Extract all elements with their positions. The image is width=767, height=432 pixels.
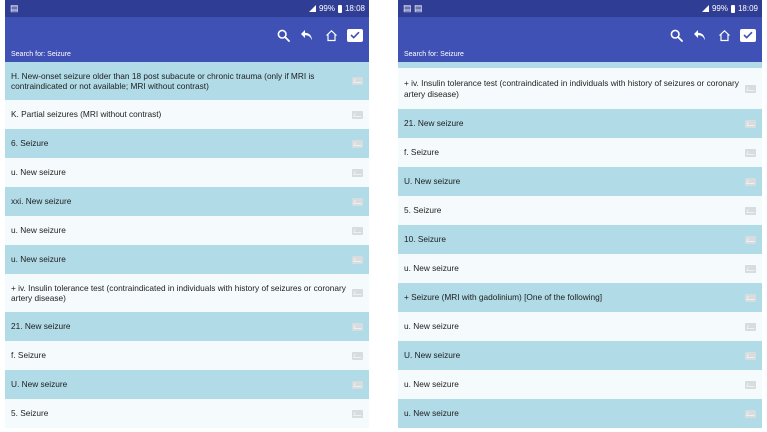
list-item-label: U. New seizure — [11, 379, 68, 390]
list-item[interactable] — [5, 62, 369, 100]
list-item[interactable] — [398, 370, 762, 399]
list-item[interactable] — [5, 341, 369, 370]
home-icon — [325, 29, 338, 42]
list-item-label: 6. Seizure — [11, 138, 49, 149]
list-item[interactable] — [398, 109, 762, 138]
back-icon — [300, 29, 314, 42]
row-action-icon[interactable] — [352, 381, 363, 389]
battery-percent: 99% — [711, 4, 728, 13]
list-item-label: + iv. Insulin tolerance test (contraindicated in individuals with history of seizures or coronary artery disease) — [11, 282, 346, 303]
list-item[interactable] — [5, 274, 369, 312]
search-query-label: Search for: Seizure — [404, 51, 464, 58]
list-item[interactable] — [5, 370, 369, 399]
results-list — [5, 62, 369, 428]
home-button[interactable] — [323, 27, 339, 43]
notification-icon: ▤ — [10, 3, 19, 13]
status-bar — [398, 0, 762, 17]
list-item-label: u. New seizure — [404, 263, 459, 274]
signal-icon — [309, 5, 316, 12]
signal-icon — [702, 5, 709, 12]
list-item[interactable] — [398, 68, 762, 109]
list-item-label: + iv. Insulin tolerance test (contraindicated in individuals with history of seizures or coronary artery disease) — [404, 78, 739, 99]
toolbar — [5, 17, 369, 62]
back-icon — [693, 29, 707, 42]
list-item-label: H. New-onset seizure older than 18 post subacute or chronic trauma (only if MRI is contraindicated or not available; MRI without contrast) — [11, 70, 315, 91]
list-item[interactable] — [5, 187, 369, 216]
list-item-label: u. New seizure — [404, 321, 459, 332]
toolbar-actions — [275, 27, 363, 43]
list-item[interactable] — [398, 138, 762, 167]
list-item[interactable] — [5, 158, 369, 187]
list-item[interactable] — [5, 129, 369, 158]
row-action-icon[interactable] — [352, 140, 363, 148]
row-action-icon[interactable] — [352, 352, 363, 360]
battery-icon — [731, 5, 735, 13]
row-action-icon[interactable] — [745, 207, 756, 215]
list-item[interactable] — [5, 399, 369, 428]
notification-icon: ▤ ▤ — [403, 3, 423, 13]
row-action-icon[interactable] — [745, 120, 756, 128]
list-item[interactable] — [398, 254, 762, 283]
checklist-icon — [742, 30, 754, 40]
back-button[interactable] — [692, 27, 708, 43]
toolbar — [398, 17, 762, 62]
row-action-icon[interactable] — [352, 410, 363, 418]
search-icon — [670, 29, 683, 42]
battery-icon — [338, 5, 342, 13]
row-action-icon[interactable] — [745, 85, 756, 93]
row-action-icon[interactable] — [352, 198, 363, 206]
list-item-label: K. Partial seizures (MRI without contrast) — [11, 109, 162, 120]
results-list — [398, 62, 762, 428]
search-button[interactable] — [275, 27, 291, 43]
row-action-icon[interactable] — [352, 289, 363, 297]
row-action-icon[interactable] — [745, 381, 756, 389]
row-action-icon[interactable] — [745, 352, 756, 360]
list-item-label: U. New seizure — [404, 176, 461, 187]
list-item-label: f. Seizure — [404, 147, 440, 158]
list-item-label: 21. New seizure — [11, 321, 71, 332]
row-action-icon[interactable] — [352, 111, 363, 119]
right-screen — [398, 0, 762, 432]
list-item-label: 5. Seizure — [404, 205, 442, 216]
home-icon — [718, 29, 731, 42]
list-item[interactable] — [398, 312, 762, 341]
row-action-icon[interactable] — [352, 77, 363, 85]
list-item-label: u. New seizure — [11, 225, 66, 236]
list-item[interactable] — [5, 245, 369, 274]
list-item-label: 5. Seizure — [11, 408, 49, 419]
toolbar-actions — [668, 27, 756, 43]
list-item[interactable] — [398, 283, 762, 312]
row-action-icon[interactable] — [352, 227, 363, 235]
status-indicators — [309, 0, 365, 17]
list-item[interactable] — [398, 399, 762, 428]
list-item-label: 21. New seizure — [404, 118, 464, 129]
search-query-label: Search for: Seizure — [11, 51, 71, 58]
row-action-icon[interactable] — [352, 169, 363, 177]
row-action-icon[interactable] — [745, 178, 756, 186]
list-item-label: 10. Seizure — [404, 234, 446, 245]
clock: 18:08 — [344, 4, 365, 13]
list-item[interactable] — [5, 100, 369, 129]
back-button[interactable] — [299, 27, 315, 43]
checklist-button[interactable] — [740, 29, 756, 42]
battery-percent: 99% — [318, 4, 335, 13]
list-item-label: u. New seizure — [404, 408, 459, 419]
list-item-label: + Seizure (MRI with gadolinium) [One of the following] — [404, 292, 603, 303]
status-bar — [5, 0, 369, 17]
search-button[interactable] — [668, 27, 684, 43]
checklist-icon — [349, 30, 361, 40]
list-item[interactable] — [398, 225, 762, 254]
row-action-icon[interactable] — [745, 236, 756, 244]
home-button[interactable] — [716, 27, 732, 43]
row-action-icon[interactable] — [745, 294, 756, 302]
list-item-label: u. New seizure — [404, 379, 459, 390]
checklist-button[interactable] — [347, 29, 363, 42]
left-screen — [5, 0, 369, 432]
status-indicators — [702, 0, 758, 17]
row-action-icon[interactable] — [745, 323, 756, 331]
search-icon — [277, 29, 290, 42]
row-action-icon[interactable] — [745, 149, 756, 157]
list-item[interactable] — [5, 312, 369, 341]
row-action-icon[interactable] — [352, 256, 363, 264]
clock: 18:09 — [737, 4, 758, 13]
list-item-label: u. New seizure — [11, 254, 66, 265]
list-item[interactable] — [5, 216, 369, 245]
list-item-label: U. New seizure — [404, 350, 461, 361]
list-item-label: f. Seizure — [11, 350, 47, 361]
list-item-label: u. New seizure — [11, 167, 66, 178]
list-item[interactable] — [398, 196, 762, 225]
list-item[interactable] — [398, 167, 762, 196]
row-action-icon[interactable] — [352, 323, 363, 331]
row-action-icon[interactable] — [745, 265, 756, 273]
list-item-label: xxi. New seizure — [11, 196, 72, 207]
list-item[interactable] — [398, 341, 762, 370]
row-action-icon[interactable] — [745, 410, 756, 418]
